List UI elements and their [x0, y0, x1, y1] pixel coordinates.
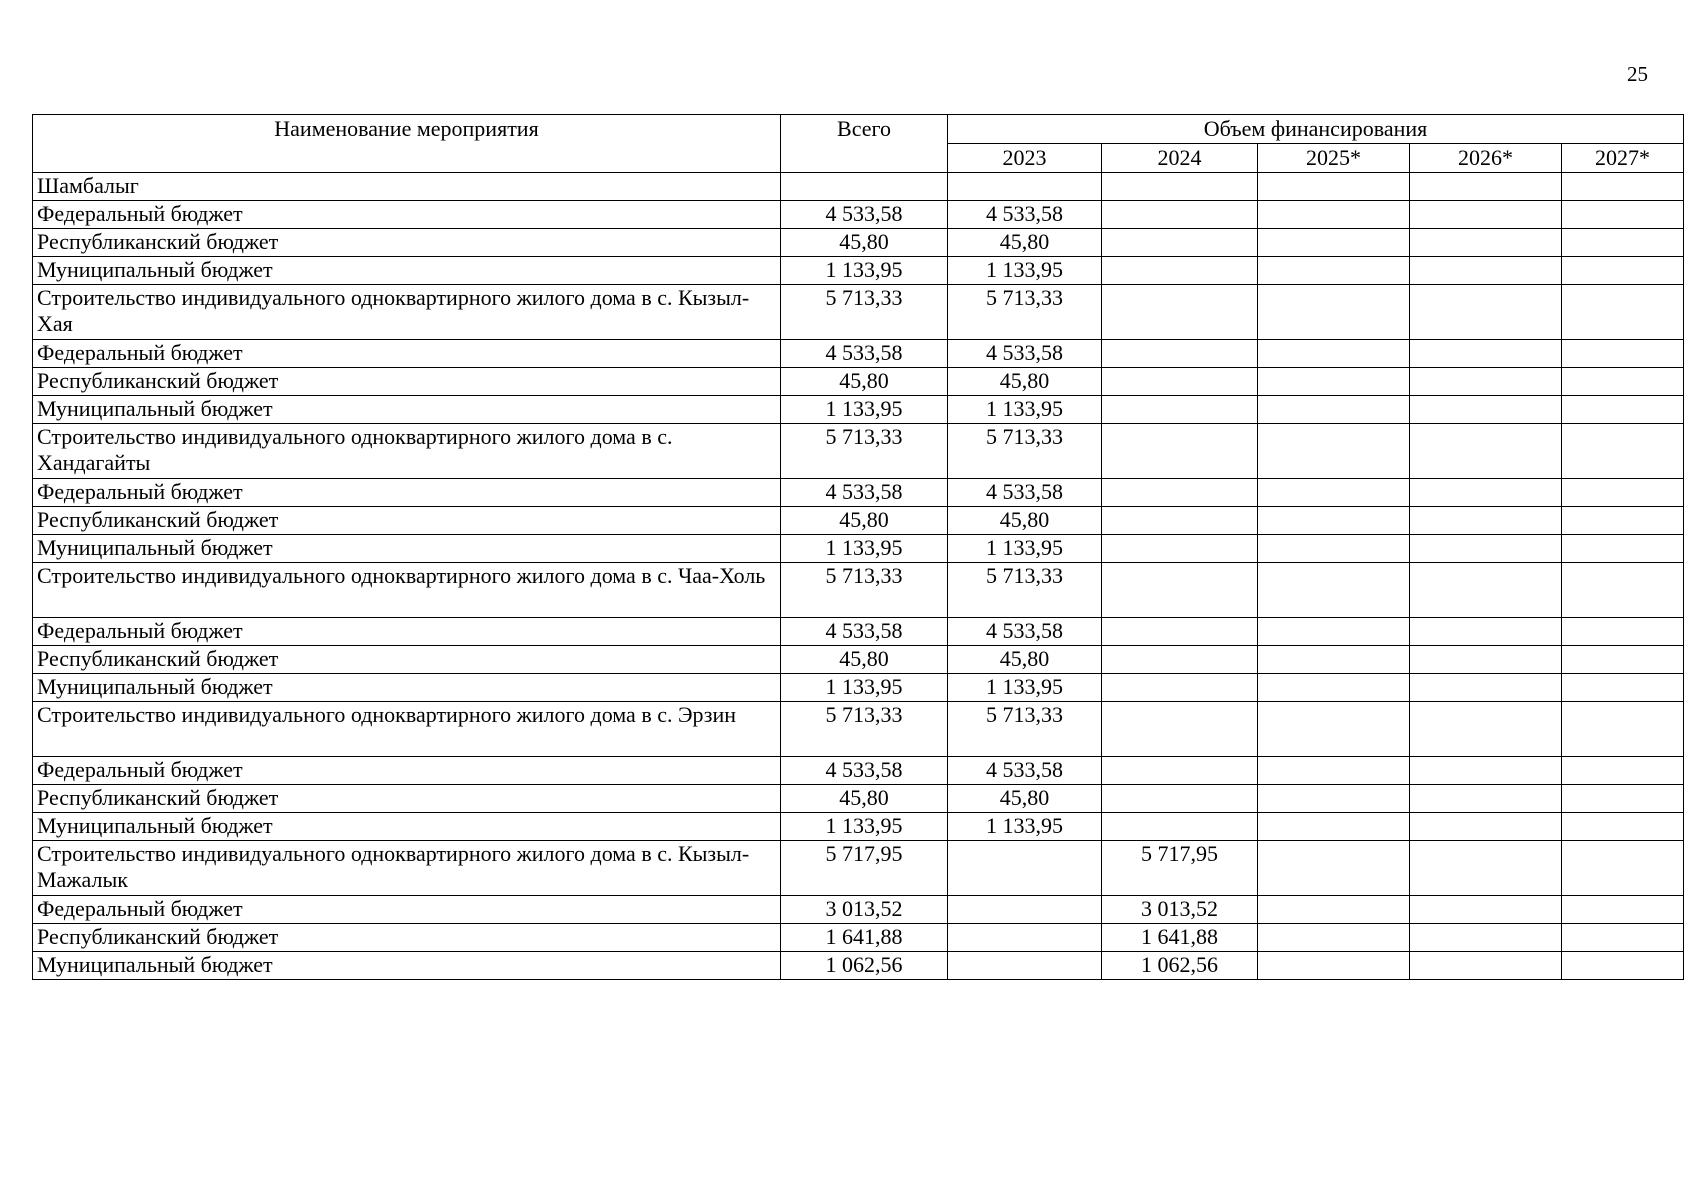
- year-2025-cell: [1258, 896, 1410, 924]
- year-2023-cell: [948, 924, 1102, 952]
- year-2027-cell: [1562, 813, 1684, 841]
- total-cell: 3 013,52: [781, 896, 948, 924]
- year-2027-cell: [1562, 563, 1684, 618]
- total-cell: 5 713,33: [781, 702, 948, 757]
- table-row: [33, 785, 1684, 813]
- year-2026-cell: [1410, 702, 1562, 757]
- year-2027-cell: [1562, 229, 1684, 257]
- year-2024-cell: [1102, 563, 1258, 618]
- year-2027-cell: [1562, 785, 1684, 813]
- year-2027-cell: [1562, 841, 1684, 896]
- year-2026-cell: [1410, 896, 1562, 924]
- header-year-2024: 2024: [1102, 144, 1258, 173]
- year-2027-cell: [1562, 201, 1684, 229]
- year-2027-cell: [1562, 396, 1684, 424]
- year-2026-cell: [1410, 479, 1562, 507]
- year-2025-cell: [1258, 841, 1410, 896]
- year-2024-cell: [1102, 646, 1258, 674]
- table-row: [33, 646, 1684, 674]
- year-2023-cell: 5 713,33: [948, 424, 1102, 479]
- total-cell: 4 533,58: [781, 340, 948, 368]
- header-total: Всего: [781, 115, 948, 173]
- table-row: [33, 368, 1684, 396]
- year-2023-cell: 5 713,33: [948, 563, 1102, 618]
- year-2027-cell: [1562, 757, 1684, 785]
- total-cell: 1 133,95: [781, 396, 948, 424]
- year-2027-cell: [1562, 368, 1684, 396]
- year-2025-cell: [1258, 173, 1410, 201]
- year-2023-cell: 5 713,33: [948, 285, 1102, 340]
- year-2024-cell: [1102, 396, 1258, 424]
- year-2026-cell: [1410, 924, 1562, 952]
- year-2025-cell: [1258, 674, 1410, 702]
- year-2026-cell: [1410, 563, 1562, 618]
- year-2026-cell: [1410, 257, 1562, 285]
- year-2023-cell: 1 133,95: [948, 813, 1102, 841]
- year-2027-cell: [1562, 924, 1684, 952]
- name-cell: Строительство индивидуального одноквартирного жилого дома в с. Чаа-Холь: [33, 563, 781, 618]
- year-2025-cell: [1258, 340, 1410, 368]
- total-cell: 1 641,88: [781, 924, 948, 952]
- name-cell: Республиканский бюджет: [33, 368, 781, 396]
- year-2026-cell: [1410, 841, 1562, 896]
- year-2027-cell: [1562, 340, 1684, 368]
- year-2024-cell: [1102, 285, 1258, 340]
- name-cell: Федеральный бюджет: [33, 618, 781, 646]
- year-2027-cell: [1562, 285, 1684, 340]
- total-cell: 4 533,58: [781, 479, 948, 507]
- name-cell: Строительство индивидуального одноквартирного жилого дома в с. Кызыл-Мажалык: [33, 841, 781, 896]
- header-financing-volume: Объем финансирования: [948, 115, 1684, 144]
- name-cell: Республиканский бюджет: [33, 785, 781, 813]
- year-2025-cell: [1258, 424, 1410, 479]
- name-cell: Строительство индивидуального одноквартирного жилого дома в с. Эрзин: [33, 702, 781, 757]
- total-cell: 4 533,58: [781, 757, 948, 785]
- year-2026-cell: [1410, 285, 1562, 340]
- table-row: [33, 841, 1684, 896]
- total-cell: 4 533,58: [781, 618, 948, 646]
- year-2025-cell: [1258, 507, 1410, 535]
- year-2026-cell: [1410, 674, 1562, 702]
- year-2026-cell: [1410, 173, 1562, 201]
- year-2027-cell: [1562, 702, 1684, 757]
- year-2027-cell: [1562, 173, 1684, 201]
- year-2025-cell: [1258, 396, 1410, 424]
- year-2025-cell: [1258, 257, 1410, 285]
- year-2024-cell: [1102, 757, 1258, 785]
- year-2027-cell: [1562, 618, 1684, 646]
- name-cell: Федеральный бюджет: [33, 340, 781, 368]
- total-cell: 45,80: [781, 229, 948, 257]
- year-2026-cell: [1410, 618, 1562, 646]
- year-2024-cell: [1102, 618, 1258, 646]
- table-header: [33, 115, 1684, 173]
- name-cell: Федеральный бюджет: [33, 896, 781, 924]
- year-2027-cell: [1562, 646, 1684, 674]
- year-2025-cell: [1258, 285, 1410, 340]
- total-cell: [781, 173, 948, 201]
- year-2027-cell: [1562, 952, 1684, 980]
- year-2025-cell: [1258, 702, 1410, 757]
- year-2023-cell: 45,80: [948, 646, 1102, 674]
- total-cell: 45,80: [781, 507, 948, 535]
- year-2027-cell: [1562, 479, 1684, 507]
- year-2026-cell: [1410, 646, 1562, 674]
- name-cell: Федеральный бюджет: [33, 479, 781, 507]
- year-2024-cell: [1102, 173, 1258, 201]
- table-row: [33, 813, 1684, 841]
- year-2025-cell: [1258, 229, 1410, 257]
- name-cell: Республиканский бюджет: [33, 924, 781, 952]
- total-cell: 5 717,95: [781, 841, 948, 896]
- page-number: 25: [1627, 62, 1648, 86]
- total-cell: 5 713,33: [781, 285, 948, 340]
- year-2024-cell: [1102, 785, 1258, 813]
- year-2024-cell: [1102, 257, 1258, 285]
- name-cell: Строительство индивидуального одноквартирного жилого дома в с. Хандагайты: [33, 424, 781, 479]
- name-cell: Республиканский бюджет: [33, 507, 781, 535]
- year-2024-cell: [1102, 535, 1258, 563]
- table-row: [33, 396, 1684, 424]
- year-2025-cell: [1258, 785, 1410, 813]
- year-2026-cell: [1410, 785, 1562, 813]
- table-row: [33, 924, 1684, 952]
- year-2024-cell: [1102, 813, 1258, 841]
- total-cell: 5 713,33: [781, 424, 948, 479]
- year-2023-cell: 4 533,58: [948, 201, 1102, 229]
- year-2025-cell: [1258, 563, 1410, 618]
- year-2024-cell: [1102, 368, 1258, 396]
- name-cell: Федеральный бюджет: [33, 201, 781, 229]
- name-cell: Республиканский бюджет: [33, 646, 781, 674]
- year-2023-cell: [948, 952, 1102, 980]
- year-2023-cell: 45,80: [948, 785, 1102, 813]
- year-2024-cell: 3 013,52: [1102, 896, 1258, 924]
- total-cell: 1 062,56: [781, 952, 948, 980]
- table-row: [33, 952, 1684, 980]
- total-cell: 1 133,95: [781, 813, 948, 841]
- year-2023-cell: 45,80: [948, 229, 1102, 257]
- table-row: [33, 896, 1684, 924]
- year-2027-cell: [1562, 535, 1684, 563]
- name-cell: Муниципальный бюджет: [33, 535, 781, 563]
- year-2026-cell: [1410, 424, 1562, 479]
- year-2023-cell: 4 533,58: [948, 479, 1102, 507]
- table-row: [33, 618, 1684, 646]
- year-2026-cell: [1410, 229, 1562, 257]
- table-row: [33, 257, 1684, 285]
- year-2023-cell: 45,80: [948, 507, 1102, 535]
- year-2023-cell: 45,80: [948, 368, 1102, 396]
- name-cell: Муниципальный бюджет: [33, 257, 781, 285]
- year-2026-cell: [1410, 535, 1562, 563]
- year-2026-cell: [1410, 757, 1562, 785]
- year-2027-cell: [1562, 257, 1684, 285]
- name-cell: Федеральный бюджет: [33, 757, 781, 785]
- year-2024-cell: [1102, 201, 1258, 229]
- year-2026-cell: [1410, 396, 1562, 424]
- year-2024-cell: [1102, 507, 1258, 535]
- table-row: [33, 285, 1684, 340]
- year-2025-cell: [1258, 952, 1410, 980]
- year-2026-cell: [1410, 813, 1562, 841]
- year-2024-cell: [1102, 340, 1258, 368]
- total-cell: 4 533,58: [781, 201, 948, 229]
- table-row: [33, 757, 1684, 785]
- table-row: [33, 229, 1684, 257]
- year-2025-cell: [1258, 535, 1410, 563]
- table-row: [33, 201, 1684, 229]
- year-2026-cell: [1410, 952, 1562, 980]
- name-cell: Строительство индивидуального одноквартирного жилого дома в с. Кызыл-Хая: [33, 285, 781, 340]
- table-row: [33, 479, 1684, 507]
- year-2027-cell: [1562, 507, 1684, 535]
- year-2023-cell: 5 713,33: [948, 702, 1102, 757]
- table-row: [33, 507, 1684, 535]
- year-2026-cell: [1410, 201, 1562, 229]
- year-2024-cell: 1 062,56: [1102, 952, 1258, 980]
- year-2025-cell: [1258, 757, 1410, 785]
- name-cell: Муниципальный бюджет: [33, 674, 781, 702]
- year-2025-cell: [1258, 646, 1410, 674]
- year-2025-cell: [1258, 618, 1410, 646]
- financing-table: [32, 114, 1684, 980]
- header-name: Наименование мероприятия: [33, 115, 781, 173]
- year-2023-cell: 1 133,95: [948, 396, 1102, 424]
- year-2024-cell: [1102, 229, 1258, 257]
- year-2026-cell: [1410, 368, 1562, 396]
- year-2027-cell: [1562, 424, 1684, 479]
- year-2024-cell: [1102, 424, 1258, 479]
- year-2025-cell: [1258, 479, 1410, 507]
- header-year-2023: 2023: [948, 144, 1102, 173]
- table-row: [33, 702, 1684, 757]
- year-2026-cell: [1410, 507, 1562, 535]
- year-2023-cell: 4 533,58: [948, 757, 1102, 785]
- year-2023-cell: [948, 896, 1102, 924]
- table-row: [33, 424, 1684, 479]
- table-row: [33, 173, 1684, 201]
- year-2023-cell: [948, 173, 1102, 201]
- year-2023-cell: 4 533,58: [948, 340, 1102, 368]
- year-2023-cell: 1 133,95: [948, 535, 1102, 563]
- year-2024-cell: [1102, 479, 1258, 507]
- table-row: [33, 535, 1684, 563]
- total-cell: 1 133,95: [781, 535, 948, 563]
- year-2025-cell: [1258, 201, 1410, 229]
- total-cell: 45,80: [781, 646, 948, 674]
- year-2026-cell: [1410, 340, 1562, 368]
- year-2024-cell: 1 641,88: [1102, 924, 1258, 952]
- year-2024-cell: 5 717,95: [1102, 841, 1258, 896]
- table-row: [33, 340, 1684, 368]
- year-2023-cell: 1 133,95: [948, 257, 1102, 285]
- year-2024-cell: [1102, 674, 1258, 702]
- total-cell: 1 133,95: [781, 257, 948, 285]
- year-2027-cell: [1562, 896, 1684, 924]
- table-body: [33, 173, 1684, 980]
- year-2023-cell: [948, 841, 1102, 896]
- year-2023-cell: 4 533,58: [948, 618, 1102, 646]
- total-cell: 45,80: [781, 368, 948, 396]
- table-row: [33, 563, 1684, 618]
- name-cell: Республиканский бюджет: [33, 229, 781, 257]
- name-cell: Муниципальный бюджет: [33, 813, 781, 841]
- year-2025-cell: [1258, 368, 1410, 396]
- name-cell: Муниципальный бюджет: [33, 952, 781, 980]
- name-cell: Муниципальный бюджет: [33, 396, 781, 424]
- total-cell: 45,80: [781, 785, 948, 813]
- name-cell: Шамбалыг: [33, 173, 781, 201]
- year-2025-cell: [1258, 924, 1410, 952]
- total-cell: 5 713,33: [781, 563, 948, 618]
- year-2023-cell: 1 133,95: [948, 674, 1102, 702]
- header-year-2026: 2026*: [1410, 144, 1562, 173]
- year-2024-cell: [1102, 702, 1258, 757]
- year-2025-cell: [1258, 813, 1410, 841]
- header-year-2025: 2025*: [1258, 144, 1410, 173]
- total-cell: 1 133,95: [781, 674, 948, 702]
- table-row: [33, 674, 1684, 702]
- header-year-2027: 2027*: [1562, 144, 1684, 173]
- year-2027-cell: [1562, 674, 1684, 702]
